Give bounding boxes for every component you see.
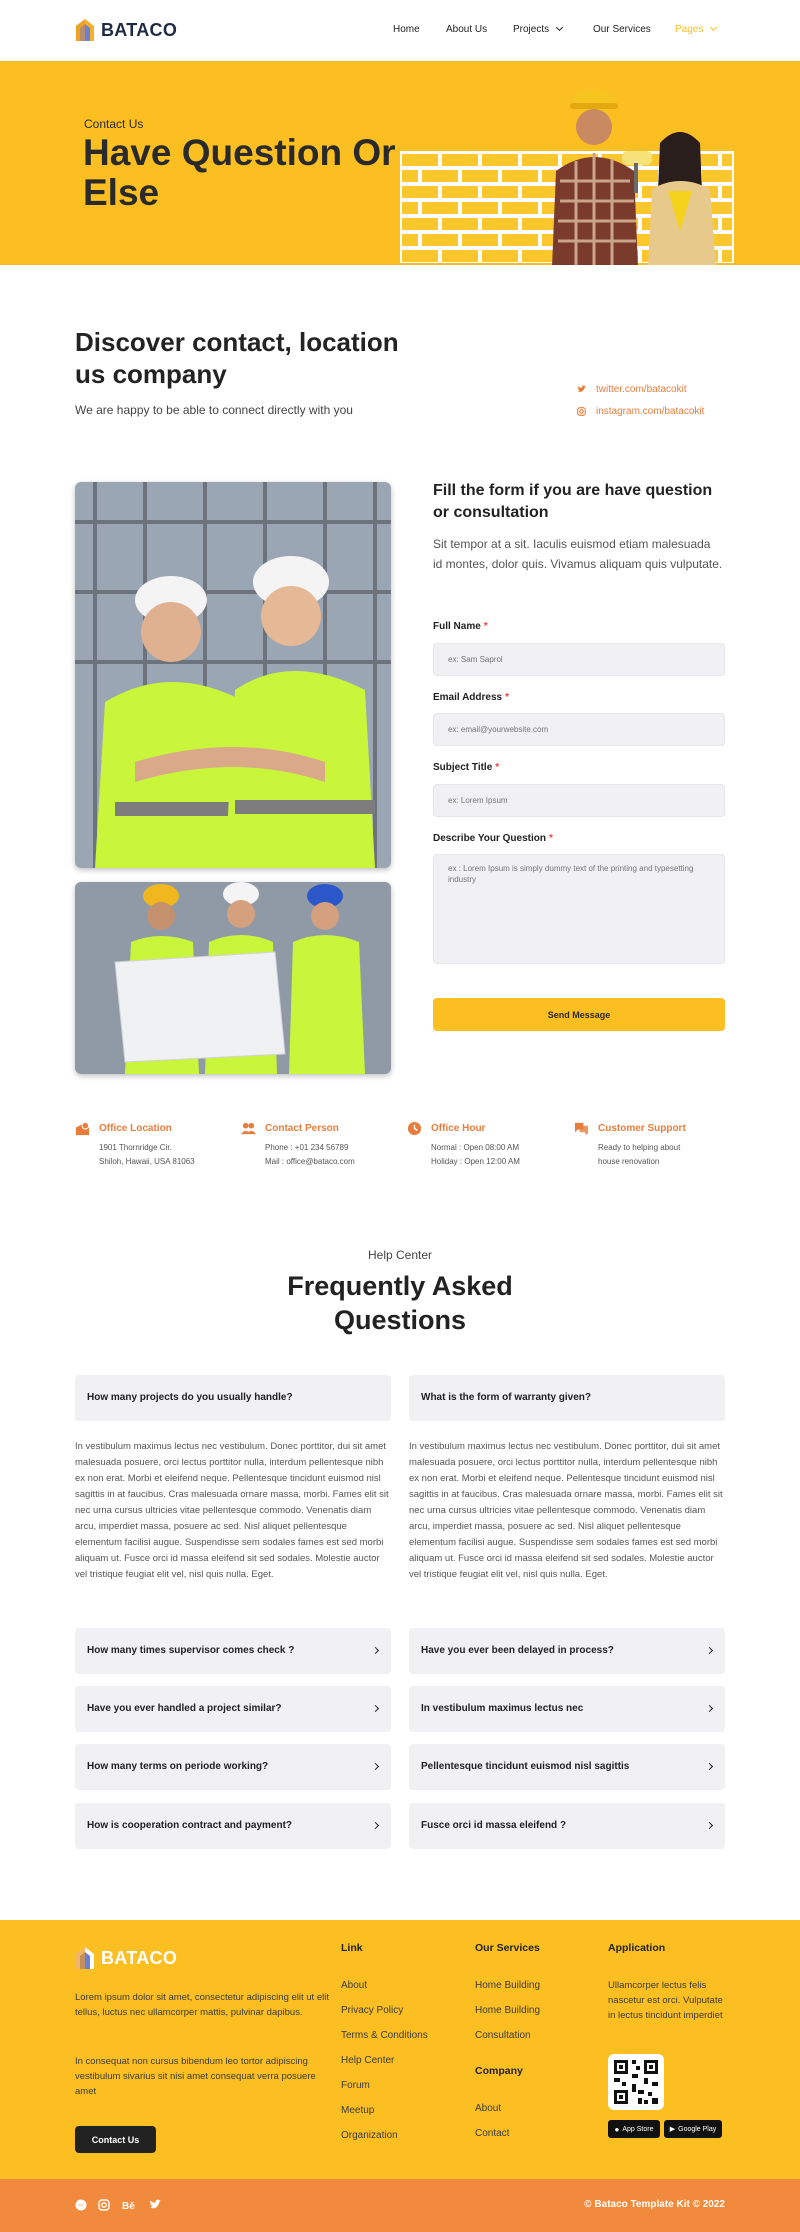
footer-logo[interactable] — [75, 1946, 177, 1970]
twitter-icon[interactable] — [149, 2199, 161, 2211]
chevron-right-icon — [706, 1705, 713, 1712]
footer-brand-name: BATACO — [101, 1947, 178, 1968]
faq-question: How many projects do you usually handle? — [87, 1392, 293, 1403]
instagram-icon[interactable] — [98, 2199, 110, 2211]
full-name-input[interactable] — [433, 643, 725, 676]
chevron-right-icon — [706, 1822, 713, 1829]
footer-about-text: Lorem ipsum dolor sit amet, consectetur adipiscing elit ut elit tellus, luctus nec ullamcorper mattis, pulvinar dapibus. — [75, 1992, 329, 2018]
twitter-icon — [577, 385, 586, 394]
info-line: 1901 Thornridge Cir. — [99, 1143, 172, 1152]
email-input[interactable] — [433, 713, 725, 746]
hero-eyebrow: Contact Us — [84, 117, 144, 131]
footer-link[interactable]: Privacy Policy — [341, 2005, 404, 2016]
svg-text:Bē: Bē — [122, 2201, 135, 2211]
footer-link[interactable]: Contact — [475, 2128, 510, 2139]
chevron-down-icon — [556, 24, 563, 31]
workers-photo-large — [75, 482, 391, 868]
nav-our-services[interactable]: Our Services — [593, 24, 651, 35]
footer-link[interactable]: About — [475, 2103, 502, 2114]
send-message-button[interactable]: Send Message — [433, 998, 725, 1031]
faq-question: How many terms on periode working? — [87, 1761, 269, 1772]
faq-title-text: Frequently Asked Questions — [287, 1271, 513, 1335]
nav-pages[interactable] — [675, 24, 716, 35]
hero-banner — [0, 61, 800, 265]
required-mark: * — [483, 621, 488, 632]
footer-link[interactable]: Meetup — [341, 2105, 375, 2116]
site-header — [0, 0, 800, 61]
full-name-label-text: Full Name — [433, 621, 481, 632]
footer-link[interactable]: Home Building — [475, 1980, 541, 1991]
footer-app-text: Ullamcorper lectus felis nascetur est orci. Vulputate in lectus tincidunt imperdiet — [608, 1980, 723, 2021]
faq-item[interactable] — [409, 1803, 725, 1849]
chevron-right-icon — [706, 1763, 713, 1770]
google-play-label: Google Play — [678, 2125, 717, 2133]
brand-name: BATACO — [101, 19, 178, 40]
info-line: Phone : +01 234 56789 — [265, 1143, 349, 1152]
footer-app-heading: Application — [608, 1942, 666, 1954]
email-label-text: Email Address — [433, 692, 503, 703]
subject-input[interactable] — [433, 784, 725, 817]
instagram-handle: instagram.com/batacokit — [596, 406, 705, 417]
nav-pages-label: Pages — [675, 24, 704, 35]
brand-logo[interactable] — [75, 18, 177, 42]
footer-bottom-bar — [0, 2179, 800, 2232]
play-icon: ▶ — [669, 2126, 676, 2133]
faq-question: How is cooperation contract and payment? — [87, 1820, 293, 1831]
subject-label — [433, 762, 499, 773]
contact-person-icon — [241, 1121, 256, 1136]
chevron-right-icon — [372, 1763, 379, 1770]
social-twitter-link[interactable] — [577, 384, 687, 395]
footer-link[interactable]: Consultation — [475, 2030, 531, 2041]
nav-home[interactable]: Home — [393, 24, 420, 35]
discover-title: Discover contact, location us company — [75, 327, 399, 389]
faq-question: What is the form of warranty given? — [421, 1392, 592, 1403]
faq-item[interactable] — [409, 1744, 725, 1790]
logo-icon — [75, 1946, 95, 1970]
faq-title — [0, 1269, 800, 1337]
email-label — [433, 692, 509, 703]
footer-link[interactable]: Home Building — [475, 2005, 541, 2016]
twitter-handle: twitter.com/batacokit — [596, 384, 687, 395]
faq-question: How many times supervisor comes check ? — [87, 1645, 295, 1656]
faq-item[interactable] — [409, 1686, 725, 1732]
google-play-badge[interactable] — [664, 2120, 722, 2138]
question-label — [433, 833, 553, 844]
full-name-label — [433, 621, 488, 632]
form-subtitle: Sit tempor at a sit. Iaculis euismod etiam malesuada id montes, dolor quis. Vivamus aliquam quis vulputate. — [433, 537, 723, 571]
chevron-right-icon — [706, 1647, 713, 1654]
required-mark: * — [505, 692, 510, 703]
nav-projects[interactable] — [513, 24, 562, 35]
info-line: Mail : office@bataco.com — [265, 1157, 355, 1166]
info-title: Customer Support — [598, 1123, 686, 1134]
chevron-down-icon — [710, 24, 717, 31]
footer-about-text: In consequat non cursus bibendum leo tortor adipiscing vestibulum sivarius sit nisi amet consequat verra posuere amet — [75, 2056, 316, 2097]
faq-item[interactable] — [75, 1628, 391, 1674]
footer-link-heading: Link — [341, 1942, 363, 1954]
behance-icon[interactable] — [122, 2199, 138, 2211]
nav-projects-label: Projects — [513, 24, 550, 35]
chat-icon — [574, 1121, 589, 1136]
office-location-icon — [75, 1121, 90, 1136]
question-label-text: Describe Your Question — [433, 833, 546, 844]
faq-answer: In vestibulum maximus lectus nec vestibulum. Donec porttitor, dui sit amet malesuada posuere, orci lectus porttitor nulla, interdum pellentesque nibh ex non erat. Morbi et eleifend neque. Pellentesque tincidunt euismod nisl sagittis in at faucibus. Cras malesuada ornare massa, morbi. Fames elit sit nec urna cursus ultricies vitae pellentesque commodo. Venenatis diam arcu, imperdiet massa, posuere ac sed. Nisl aliquet pellentesque elementum facilisi augue. Suspendisse sem sodales fames est sed morbi aliquam ut. Fusce orci id massa eleifend sit sed sodales. Molestie auctor vel tristique feugiat elit vel, nisl quis nulla. Eget. — [75, 1441, 389, 1580]
contact-us-button[interactable]: Contact Us — [75, 2126, 156, 2153]
info-line: Ready to helping about — [598, 1143, 681, 1152]
subject-label-text: Subject Title — [433, 762, 493, 773]
app-store-label: App Store — [622, 2125, 654, 2133]
footer-link[interactable]: About — [341, 1980, 368, 1991]
logo-icon — [75, 18, 95, 42]
faq-item[interactable] — [75, 1803, 391, 1849]
faq-item-open[interactable] — [75, 1375, 391, 1421]
faq-item[interactable] — [409, 1628, 725, 1674]
required-mark: * — [495, 762, 500, 773]
site-footer — [0, 1920, 800, 2179]
apple-icon: ● — [614, 2124, 620, 2134]
instagram-icon — [577, 407, 586, 416]
required-mark: * — [549, 833, 553, 844]
footer-link[interactable]: Forum — [341, 2080, 370, 2091]
info-title: Contact Person — [265, 1123, 339, 1134]
hero-title: Have Question Or Else — [83, 132, 396, 213]
faq-eyebrow: Help Center — [367, 1248, 433, 1262]
workers-photo-small — [75, 882, 391, 1074]
discover-subtitle: We are happy to be able to connect directly with you — [75, 403, 353, 417]
messenger-icon[interactable] — [75, 2199, 87, 2211]
form-title: Fill the form if you are have question or consultation — [433, 482, 713, 521]
faq-item[interactable] — [75, 1744, 391, 1790]
social-instagram-link[interactable] — [577, 406, 704, 417]
faq-question: Fusce orci id massa eleifend ? — [421, 1820, 567, 1831]
footer-link[interactable]: Organization — [341, 2130, 398, 2141]
question-textarea[interactable] — [433, 854, 725, 964]
footer-company-heading: Company — [475, 2065, 523, 2077]
nav-about-us[interactable]: About Us — [446, 24, 488, 35]
chevron-right-icon — [372, 1822, 379, 1829]
chevron-right-icon — [372, 1705, 379, 1712]
faq-item-open[interactable] — [409, 1375, 725, 1421]
info-line: Holiday : Open 12:00 AM — [431, 1157, 520, 1166]
info-title: Office Location — [99, 1123, 172, 1134]
faq-answer: In vestibulum maximus lectus nec vestibulum. Donec porttitor, dui sit amet malesuada posuere, orci lectus porttitor nulla, interdum pellentesque nibh ex non erat. Morbi et eleifend neque. Pellentesque tincidunt euismod nisl sagittis in at faucibus. Cras malesuada ornare massa, morbi. Fames elit sit nec urna cursus ultricies vitae pellentesque commodo. Venenatis diam arcu, imperdiet massa, posuere ac sed. Nisl aliquet pellentesque elementum facilisi augue. Suspendisse sem sodales fames est sed morbi aliquam ut. Fusce orci id massa eleifend sit sed sodales. Molestie auctor vel tristique feugiat elit vel, nisl quis nulla. Eget. — [409, 1441, 723, 1580]
info-title: Office Hour — [431, 1123, 486, 1134]
qr-code[interactable] — [608, 2054, 664, 2110]
copyright-text: © Bataco Template Kit © 2022 — [584, 2199, 725, 2210]
info-line: house renovation — [598, 1157, 660, 1166]
faq-question: In vestibulum maximus lectus nec — [421, 1703, 584, 1714]
app-store-badge[interactable] — [608, 2120, 660, 2138]
info-line: Normal : Open 08:00 AM — [431, 1143, 520, 1152]
faq-question: Pellentesque tincidunt euismod nisl sagittis — [421, 1761, 630, 1772]
faq-question: Have you ever handled a project similar? — [87, 1703, 282, 1714]
faq-question: Have you ever been delayed in process? — [421, 1645, 614, 1656]
footer-services-heading: Our Services — [475, 1942, 540, 1954]
faq-item[interactable] — [75, 1686, 391, 1732]
info-line: Shiloh, Hawaii, USA 81063 — [99, 1157, 195, 1166]
workers-hero-photo — [530, 81, 740, 265]
chevron-right-icon — [372, 1647, 379, 1654]
footer-link[interactable]: Help Center — [341, 2055, 395, 2066]
clock-icon — [407, 1121, 422, 1136]
footer-link[interactable]: Terms & Conditions — [341, 2030, 428, 2041]
